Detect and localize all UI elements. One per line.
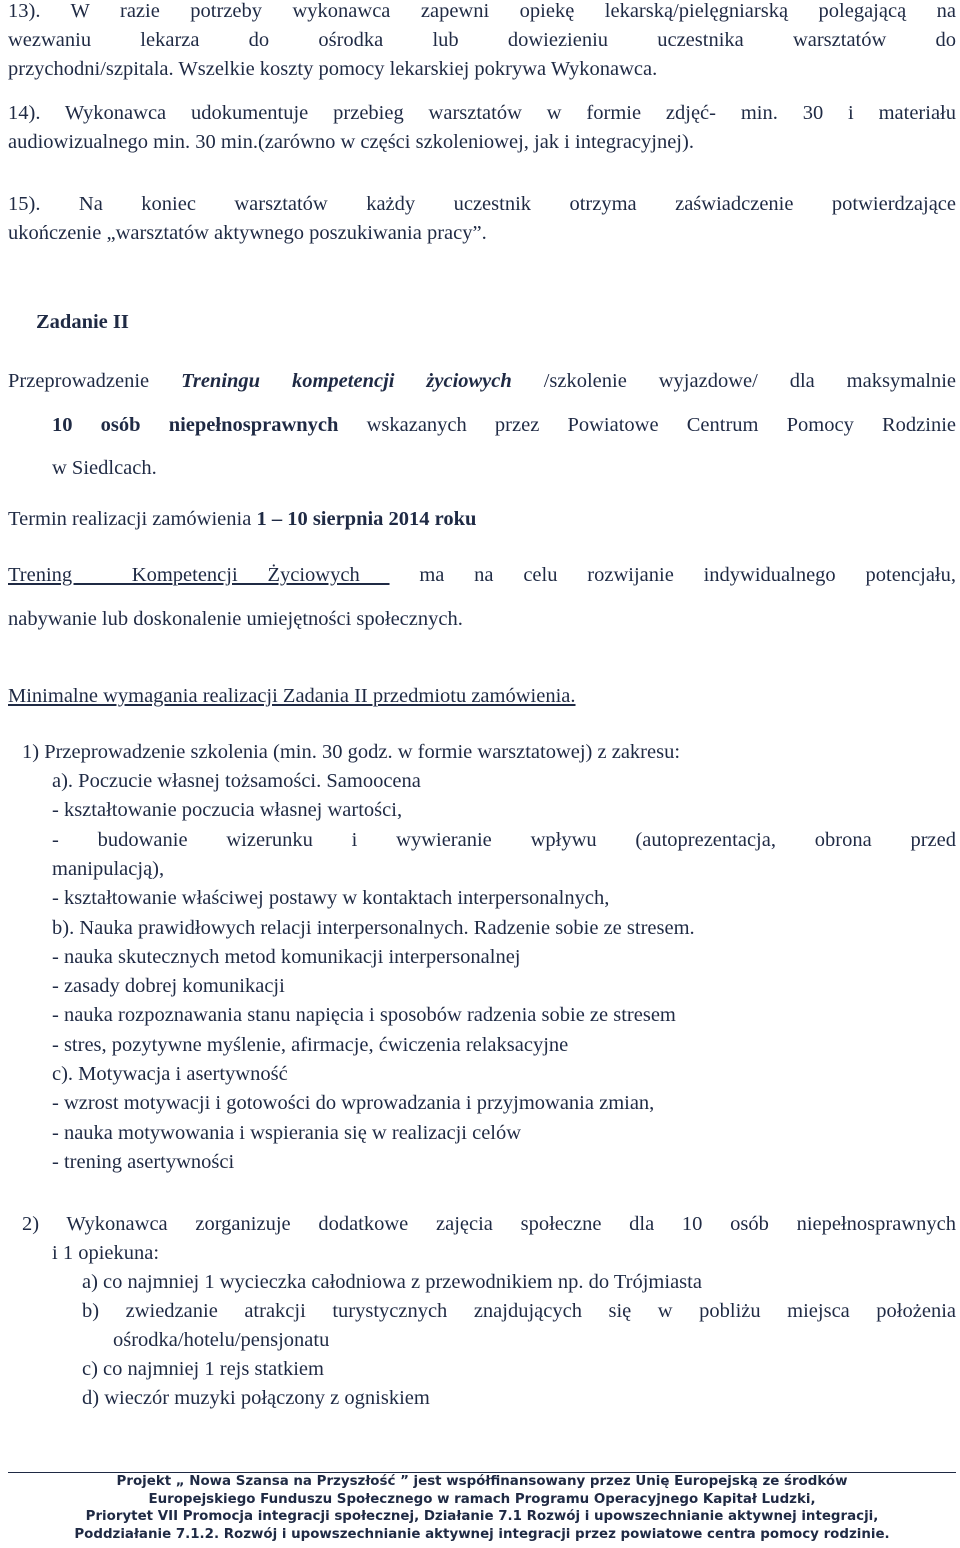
requirement-1-line: - zasady dobrej komunikacji bbox=[52, 975, 285, 997]
footer-line-1: Projekt „ Nowa Szansa na Przyszłość ” jest współfinansowany przez Unię Europejską ze środków bbox=[116, 1474, 848, 1489]
task-heading: Zadanie II bbox=[36, 311, 129, 333]
requirement-2-a: a) co najmniej 1 wycieczka całodniowa z przewodnikiem np. do Trójmiasta bbox=[82, 1271, 702, 1293]
requirement-1-line: b). Nauka prawidłowych relacji interpersonalnych. Radzenie sobie ze stresem. bbox=[52, 917, 695, 939]
requirement-1-line: - kształtowanie właściwej postawy w kontaktach interpersonalnych, bbox=[52, 887, 610, 909]
training-name: Trening Kompetencji Życiowych bbox=[8, 564, 390, 586]
requirements-heading: Minimalne wymagania realizacji Zadania II przedmiotu zamówienia. bbox=[8, 685, 576, 707]
requirement-1-label: 1) Przeprowadzenie szkolenia (min. 30 godz. w formie warsztatowej) z zakresu: bbox=[22, 741, 681, 763]
requirement-2-b-line-1: b) zwiedzanie atrakcji turystycznych znajdujących się w pobliżu miejsca położenia bbox=[82, 1300, 956, 1322]
footer-line-4: Poddziałanie 7.1.2. Rozwój i upowszechnianie aktywnej integracji przez powiatowe centra pomocy rodzinie. bbox=[74, 1526, 890, 1542]
requirement-1-line: manipulacją), bbox=[52, 858, 165, 880]
task-desc-emphasis: Treningu kompetencji życiowych bbox=[181, 370, 512, 392]
requirement-1-line: a). Poczucie własnej tożsamości. Samoocena bbox=[52, 770, 421, 792]
requirement-2-line-2: i 1 opiekuna: bbox=[52, 1242, 160, 1264]
p13-line-2: wezwaniu lekarza do ośrodka lub dowiezieniu uczestnika warsztatów do bbox=[8, 29, 956, 51]
requirement-1-line: - budowanie wizerunku i wywieranie wpływu (autoprezentacja, obrona przed bbox=[52, 829, 956, 851]
p14-line-1: 14). Wykonawca udokumentuje przebieg warsztatów w formie zdjęć- min. 30 i materiału bbox=[8, 102, 956, 124]
p13-line-3: przychodni/szpitala. Wszelkie koszty pomocy lekarskiej pokrywa Wykonawca. bbox=[8, 58, 658, 80]
requirement-2-d: d) wieczór muzyki połączony z ogniskiem bbox=[82, 1387, 430, 1409]
footer-line-2: Europejskiego Funduszu Społecznego w ramach Programu Operacyjnego Kapitał Ludzki, bbox=[148, 1491, 816, 1507]
requirement-1-line: - wzrost motywacji i gotowości do wprowadzania i przyjmowania zmian, bbox=[52, 1092, 655, 1114]
requirement-1-line: - nauka motywowania i wspierania się w realizacji celów bbox=[52, 1122, 522, 1144]
task-desc-rest: wskazanych przez Powiatowe Centrum Pomocy Rodzinie bbox=[338, 414, 956, 436]
task-desc-bold: 10 osób niepełnosprawnych bbox=[52, 414, 339, 436]
footer-line-3: Priorytet VII Promocja integracji społecznej, Działanie 7.1 Rozwój i upowszechnianie aktywnej integracji, bbox=[85, 1509, 879, 1525]
requirement-1-line: - kształtowanie poczucia własnej wartości, bbox=[52, 799, 403, 821]
task-description-line-1 bbox=[8, 370, 956, 393]
task-description-line-2 bbox=[52, 414, 956, 437]
task-desc-post: /szkolenie wyjazdowe/ dla maksymalnie bbox=[511, 370, 956, 392]
term-label: Termin realizacji zamówienia bbox=[8, 508, 257, 530]
requirement-1-line: - trening asertywności bbox=[52, 1151, 235, 1173]
p15-line-2: ukończenie „warsztatów aktywnego poszukiwania pracy”. bbox=[8, 222, 487, 244]
project-footer bbox=[8, 1472, 956, 1543]
task-desc-pre: Przeprowadzenie bbox=[8, 370, 182, 392]
task-description-line-3: w Siedlcach. bbox=[52, 457, 157, 479]
training-line-2: nabywanie lub doskonalenie umiejętności społecznych. bbox=[8, 608, 463, 630]
requirement-1-line: - stres, pozytywne myślenie, afirmacje, ćwiczenia relaksacyjne bbox=[52, 1034, 569, 1056]
requirement-2-b-line-2: ośrodka/hotelu/pensjonatu bbox=[113, 1329, 330, 1351]
task-term bbox=[8, 508, 476, 531]
term-value: 1 – 10 sierpnia 2014 roku bbox=[256, 508, 477, 530]
requirement-2-c: c) co najmniej 1 rejs statkiem bbox=[82, 1358, 324, 1380]
p14-line-2: audiowizualnego min. 30 min.(zarówno w części szkoleniowej, jak i integracyjnej). bbox=[8, 131, 694, 153]
requirement-1-line: - nauka rozpoznawania stanu napięcia i sposobów radzenia sobie ze stresem bbox=[52, 1004, 676, 1026]
p13-line-1: 13). W razie potrzeby wykonawca zapewni opiekę lekarską/pielęgniarską polegającą na bbox=[8, 0, 956, 22]
p15-line-1: 15). Na koniec warsztatów każdy uczestnik otrzyma zaświadczenie potwierdzające bbox=[8, 193, 956, 215]
training-rest: ma na celu rozwijanie indywidualnego potencjału, bbox=[389, 564, 957, 586]
requirement-2-line-1: 2) Wykonawca zorganizuje dodatkowe zajęcia społeczne dla 10 osób niepełnosprawnych bbox=[22, 1213, 956, 1235]
training-line-1 bbox=[8, 564, 956, 587]
requirement-1-line: c). Motywacja i asertywność bbox=[52, 1063, 288, 1085]
requirement-1-line: - nauka skutecznych metod komunikacji interpersonalnej bbox=[52, 946, 521, 968]
